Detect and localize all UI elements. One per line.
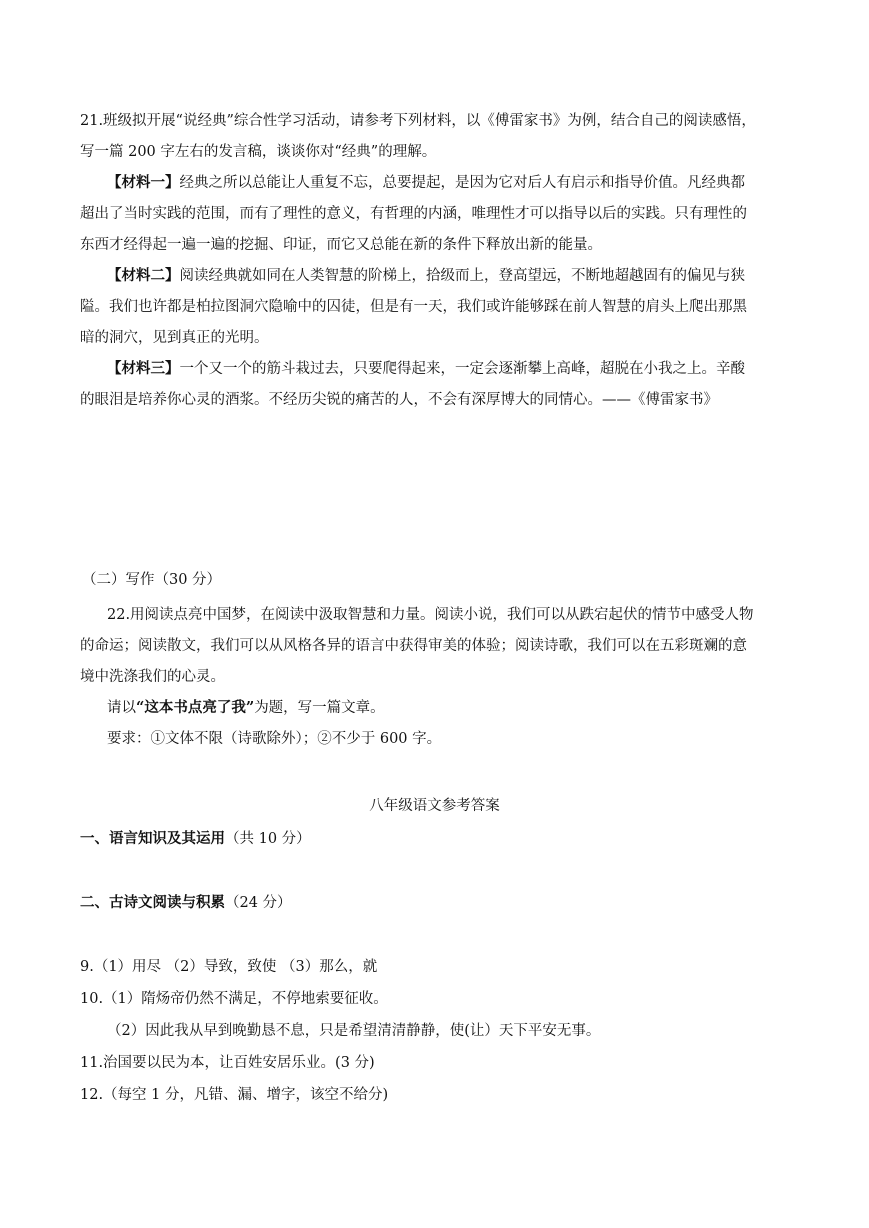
material-2-line-2: 隘。我们也许都是柏拉图洞穴隐喻中的囚徒，但是有一天，我们或许能够踩在前人智慧的肩头上爬出那黑 [80,299,747,315]
q22-line-2: 的命运；阅读散文，我们可以从风格各异的语言中获得审美的体验；阅读诗歌，我们可以在五彩斑斓的意 [80,638,747,654]
section-1-heading-line [80,829,792,849]
material-1-label: 【材料一】 [107,174,180,191]
material-2-line-3: 暗的洞穴，见到真正的光明。 [80,330,269,346]
material-1-line-2: 超出了当时实践的范围，而有了理性的意义，有哲理的内涵，唯理性才可以指导以后的实践。只有理性的 [80,206,747,222]
material-1-line-1 [107,173,792,193]
material-3-line-2: 的眼泪是培养你心灵的酒浆。不经历尖锐的痛苦的人，不会有深厚博大的同情心。——《傅雷家书》 [80,392,718,408]
essay-prompt: 请以“这本书点亮了我”为题，写一篇文章。 [107,699,385,716]
section-2-heading-line [80,893,792,913]
q22-line-3: 境中洗涤我们的心灵。 [80,669,225,685]
material-2-label: 【材料二】 [107,267,180,284]
section-1-score: （共 10 分） [225,831,311,847]
essay-title: “这本书点亮了我” [136,699,255,716]
section-1-heading: 一、语言知识及其运用 [80,830,225,847]
answer-10-part-1: 10.（1）隋炀帝仍然不满足，不停地索要征收。 [80,991,388,1007]
q21-line-1: 21.班级拟开展“说经典”综合性学习活动，请参考下列材料，以《傅雷家书》为例，结合自己的阅读感悟， [80,113,756,129]
answer-12: 12.（每空 1 分，凡错、漏、增字，该空不给分) [80,1087,389,1103]
q21-line-2: 写一篇 200 字左右的发言稿，谈谈你对“经典”的理解。 [80,144,437,160]
essay-requirement: 要求：①文体不限（诗歌除外）；②不少于 600 字。 [107,731,442,747]
q22-line-1: 22.用阅读点亮中国梦，在阅读中汲取智慧和力量。阅读小说，我们可以从跌宕起伏的情节中感受人物 [107,607,754,623]
writing-heading: （二）写作（30 分） [82,572,222,588]
material-3-text: 一个又一个的筋斗栽过去，只要爬得起来，一定会逐渐攀上高峰，超脱在小我之上。辛酸 [179,361,745,377]
section-2-heading: 二、古诗文阅读与积累 [80,894,225,911]
section-2-score: （24 分） [225,895,292,911]
material-3-label: 【材料三】 [107,360,180,377]
answer-11: 11.治国要以民为本，让百姓安居乐业。(3 分) [80,1055,375,1071]
material-2-text: 阅读经典就如同在人类智慧的阶梯上，拾级而上，登高望远，不断地超越固有的偏见与狭 [179,268,745,284]
material-1-line-3: 东西才经得起一遍一遍的挖掘、印证，而它又总能在新的条件下释放出新的能量。 [80,237,602,253]
answers-title: 八年级语文参考答案 [369,798,500,814]
material-1-text: 经典之所以总能让人重复不忘，总要提起，是因为它对后人有启示和指导价值。凡经典都 [179,175,745,191]
answer-10-part-2: （2）因此我从早到晚勤恳不息，只是希望清清静静，使(让）天下平安无事。 [107,1023,601,1039]
material-3-line-1 [107,359,792,379]
material-2-line-1 [107,266,792,286]
answer-9: 9.（1）用尽 （2）导致，致使 （3）那么，就 [80,959,378,975]
